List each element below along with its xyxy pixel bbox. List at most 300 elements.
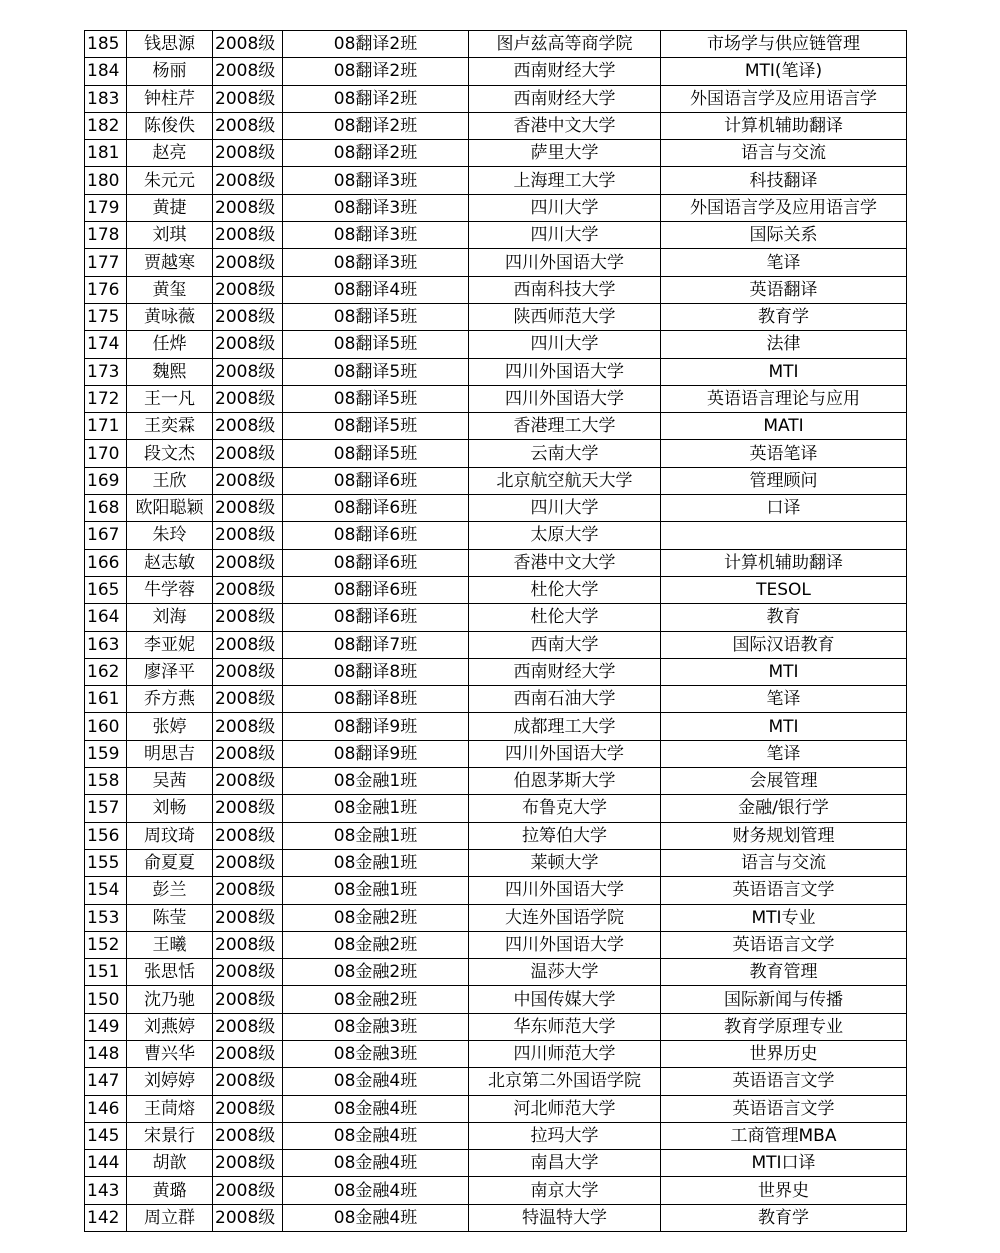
university-cell: 杜伦大学 [469, 604, 661, 631]
university-cell: 西南石油大学 [469, 686, 661, 713]
major-cell: 工商管理MBA [661, 1122, 907, 1149]
class-cell: 08金融2班 [283, 904, 469, 931]
class-cell: 08金融2班 [283, 931, 469, 958]
major-cell: 语言与交流 [661, 849, 907, 876]
table-row [85, 1013, 907, 1040]
table-row [85, 877, 907, 904]
class-cell: 08翻译5班 [283, 358, 469, 385]
row-number-cell: 149 [85, 1013, 127, 1040]
university-cell: 华东师范大学 [469, 1013, 661, 1040]
grade-cell: 2008级 [213, 194, 283, 221]
student-name-cell: 刘琪 [127, 222, 213, 249]
row-number-cell: 145 [85, 1122, 127, 1149]
row-number-cell: 156 [85, 822, 127, 849]
university-cell: 西南科技大学 [469, 276, 661, 303]
student-name-cell: 刘婷婷 [127, 1068, 213, 1095]
table-row [85, 849, 907, 876]
student-name-cell: 刘畅 [127, 795, 213, 822]
student-name-cell: 王奕霖 [127, 413, 213, 440]
table-body [85, 31, 907, 1232]
table-row [85, 1095, 907, 1122]
admissions-table [84, 30, 907, 1232]
grade-cell: 2008级 [213, 1068, 283, 1095]
class-cell: 08翻译4班 [283, 276, 469, 303]
student-name-cell: 曹兴华 [127, 1040, 213, 1067]
university-cell: 西南财经大学 [469, 658, 661, 685]
student-name-cell: 王一凡 [127, 385, 213, 412]
grade-cell: 2008级 [213, 1095, 283, 1122]
grade-cell: 2008级 [213, 986, 283, 1013]
major-cell: 科技翻译 [661, 167, 907, 194]
grade-cell: 2008级 [213, 549, 283, 576]
university-cell: 云南大学 [469, 440, 661, 467]
row-number-cell: 182 [85, 112, 127, 139]
row-number-cell: 178 [85, 222, 127, 249]
table-row [85, 904, 907, 931]
class-cell: 08翻译6班 [283, 576, 469, 603]
university-cell: 伯恩茅斯大学 [469, 768, 661, 795]
student-name-cell: 廖泽平 [127, 658, 213, 685]
table-row [85, 1122, 907, 1149]
row-number-cell: 166 [85, 549, 127, 576]
university-cell: 四川大学 [469, 194, 661, 221]
major-cell: 财务规划管理 [661, 822, 907, 849]
grade-cell: 2008级 [213, 631, 283, 658]
grade-cell: 2008级 [213, 413, 283, 440]
row-number-cell: 159 [85, 740, 127, 767]
row-number-cell: 151 [85, 959, 127, 986]
grade-cell: 2008级 [213, 467, 283, 494]
university-cell: 四川大学 [469, 495, 661, 522]
major-cell: MTI [661, 658, 907, 685]
university-cell: 陕西师范大学 [469, 303, 661, 330]
row-number-cell: 162 [85, 658, 127, 685]
grade-cell: 2008级 [213, 331, 283, 358]
grade-cell: 2008级 [213, 1150, 283, 1177]
university-cell: 萨里大学 [469, 140, 661, 167]
class-cell: 08翻译3班 [283, 167, 469, 194]
class-cell: 08金融4班 [283, 1122, 469, 1149]
student-name-cell: 彭兰 [127, 877, 213, 904]
table-row [85, 1040, 907, 1067]
table-row [85, 795, 907, 822]
grade-cell: 2008级 [213, 576, 283, 603]
student-name-cell: 黄玺 [127, 276, 213, 303]
class-cell: 08翻译2班 [283, 31, 469, 58]
major-cell: 英语笔译 [661, 440, 907, 467]
major-cell: 市场学与供应链管理 [661, 31, 907, 58]
row-number-cell: 164 [85, 604, 127, 631]
university-cell: 北京第二外国语学院 [469, 1068, 661, 1095]
row-number-cell: 173 [85, 358, 127, 385]
major-cell: MTI口译 [661, 1150, 907, 1177]
student-name-cell: 乔方燕 [127, 686, 213, 713]
table-row [85, 931, 907, 958]
table-row [85, 740, 907, 767]
grade-cell: 2008级 [213, 249, 283, 276]
major-cell: 语言与交流 [661, 140, 907, 167]
grade-cell: 2008级 [213, 522, 283, 549]
university-cell: 香港理工大学 [469, 413, 661, 440]
university-cell: 四川外国语大学 [469, 931, 661, 958]
row-number-cell: 148 [85, 1040, 127, 1067]
row-number-cell: 174 [85, 331, 127, 358]
row-number-cell: 154 [85, 877, 127, 904]
row-number-cell: 183 [85, 85, 127, 112]
row-number-cell: 171 [85, 413, 127, 440]
grade-cell: 2008级 [213, 495, 283, 522]
class-cell: 08翻译2班 [283, 58, 469, 85]
class-cell: 08金融4班 [283, 1068, 469, 1095]
table-row [85, 140, 907, 167]
table-row [85, 1177, 907, 1204]
major-cell: TESOL [661, 576, 907, 603]
grade-cell: 2008级 [213, 604, 283, 631]
row-number-cell: 179 [85, 194, 127, 221]
major-cell: MTI [661, 358, 907, 385]
student-name-cell: 吴茜 [127, 768, 213, 795]
student-name-cell: 钟柱芹 [127, 85, 213, 112]
table-row [85, 1150, 907, 1177]
university-cell: 四川外国语大学 [469, 740, 661, 767]
row-number-cell: 157 [85, 795, 127, 822]
row-number-cell: 161 [85, 686, 127, 713]
grade-cell: 2008级 [213, 768, 283, 795]
table-row [85, 167, 907, 194]
university-cell: 四川大学 [469, 222, 661, 249]
class-cell: 08翻译8班 [283, 686, 469, 713]
table-row [85, 249, 907, 276]
row-number-cell: 168 [85, 495, 127, 522]
university-cell: 上海理工大学 [469, 167, 661, 194]
table-row [85, 631, 907, 658]
student-name-cell: 贾越寒 [127, 249, 213, 276]
class-cell: 08金融4班 [283, 1150, 469, 1177]
class-cell: 08翻译5班 [283, 331, 469, 358]
student-name-cell: 段文杰 [127, 440, 213, 467]
table-row [85, 303, 907, 330]
major-cell: 笔译 [661, 249, 907, 276]
class-cell: 08金融1班 [283, 795, 469, 822]
table-row [85, 713, 907, 740]
table-row [85, 495, 907, 522]
university-cell: 拉筹伯大学 [469, 822, 661, 849]
table-row [85, 658, 907, 685]
grade-cell: 2008级 [213, 1177, 283, 1204]
class-cell: 08金融3班 [283, 1013, 469, 1040]
row-number-cell: 155 [85, 849, 127, 876]
university-cell: 西南财经大学 [469, 85, 661, 112]
class-cell: 08金融1班 [283, 768, 469, 795]
student-name-cell: 赵志敏 [127, 549, 213, 576]
university-cell: 四川外国语大学 [469, 249, 661, 276]
major-cell: 会展管理 [661, 768, 907, 795]
row-number-cell: 181 [85, 140, 127, 167]
row-number-cell: 152 [85, 931, 127, 958]
row-number-cell: 163 [85, 631, 127, 658]
major-cell: 英语语言文学 [661, 1068, 907, 1095]
university-cell: 莱顿大学 [469, 849, 661, 876]
grade-cell: 2008级 [213, 686, 283, 713]
table-row [85, 604, 907, 631]
grade-cell: 2008级 [213, 959, 283, 986]
student-name-cell: 俞夏夏 [127, 849, 213, 876]
student-name-cell: 陈俊佚 [127, 112, 213, 139]
grade-cell: 2008级 [213, 167, 283, 194]
student-name-cell: 张婷 [127, 713, 213, 740]
class-cell: 08翻译6班 [283, 495, 469, 522]
grade-cell: 2008级 [213, 658, 283, 685]
major-cell: 英语翻译 [661, 276, 907, 303]
major-cell: 教育学 [661, 303, 907, 330]
class-cell: 08金融1班 [283, 849, 469, 876]
table-row [85, 85, 907, 112]
student-name-cell: 王茼熔 [127, 1095, 213, 1122]
student-name-cell: 陈莹 [127, 904, 213, 931]
major-cell: MTI专业 [661, 904, 907, 931]
student-name-cell: 张思恬 [127, 959, 213, 986]
student-name-cell: 牛学蓉 [127, 576, 213, 603]
class-cell: 08翻译5班 [283, 440, 469, 467]
table-row [85, 549, 907, 576]
student-name-cell: 黄捷 [127, 194, 213, 221]
grade-cell: 2008级 [213, 795, 283, 822]
class-cell: 08翻译3班 [283, 249, 469, 276]
class-cell: 08翻译3班 [283, 194, 469, 221]
grade-cell: 2008级 [213, 276, 283, 303]
major-cell: MATI [661, 413, 907, 440]
row-number-cell: 165 [85, 576, 127, 603]
major-cell: 笔译 [661, 686, 907, 713]
grade-cell: 2008级 [213, 1122, 283, 1149]
student-name-cell: 赵亮 [127, 140, 213, 167]
class-cell: 08金融4班 [283, 1095, 469, 1122]
table-row [85, 385, 907, 412]
class-cell: 08翻译3班 [283, 222, 469, 249]
student-name-cell: 周玟琦 [127, 822, 213, 849]
student-name-cell: 黄咏薇 [127, 303, 213, 330]
grade-cell: 2008级 [213, 140, 283, 167]
major-cell: 法律 [661, 331, 907, 358]
table-row [85, 358, 907, 385]
row-number-cell: 153 [85, 904, 127, 931]
student-name-cell: 王曦 [127, 931, 213, 958]
grade-cell: 2008级 [213, 222, 283, 249]
grade-cell: 2008级 [213, 1204, 283, 1231]
major-cell: 世界历史 [661, 1040, 907, 1067]
major-cell: 外国语言学及应用语言学 [661, 85, 907, 112]
university-cell: 太原大学 [469, 522, 661, 549]
table-row [85, 440, 907, 467]
grade-cell: 2008级 [213, 385, 283, 412]
row-number-cell: 170 [85, 440, 127, 467]
row-number-cell: 167 [85, 522, 127, 549]
row-number-cell: 147 [85, 1068, 127, 1095]
table-row [85, 31, 907, 58]
table-row [85, 768, 907, 795]
student-name-cell: 钱思源 [127, 31, 213, 58]
grade-cell: 2008级 [213, 1040, 283, 1067]
table-row [85, 1068, 907, 1095]
student-name-cell: 明思吉 [127, 740, 213, 767]
class-cell: 08金融2班 [283, 986, 469, 1013]
major-cell: 教育学 [661, 1204, 907, 1231]
university-cell: 西南财经大学 [469, 58, 661, 85]
university-cell: 河北师范大学 [469, 1095, 661, 1122]
major-cell: 国际新闻与传播 [661, 986, 907, 1013]
major-cell: 口译 [661, 495, 907, 522]
major-cell: 金融/银行学 [661, 795, 907, 822]
university-cell: 香港中文大学 [469, 549, 661, 576]
major-cell: 英语语言文学 [661, 877, 907, 904]
university-cell: 北京航空航天大学 [469, 467, 661, 494]
class-cell: 08翻译2班 [283, 85, 469, 112]
class-cell: 08翻译5班 [283, 385, 469, 412]
student-name-cell: 杨丽 [127, 58, 213, 85]
row-number-cell: 185 [85, 31, 127, 58]
row-number-cell: 143 [85, 1177, 127, 1204]
row-number-cell: 177 [85, 249, 127, 276]
table-row [85, 576, 907, 603]
table-row [85, 58, 907, 85]
row-number-cell: 184 [85, 58, 127, 85]
row-number-cell: 175 [85, 303, 127, 330]
major-cell [661, 522, 907, 549]
major-cell: 管理顾问 [661, 467, 907, 494]
student-name-cell: 李亚妮 [127, 631, 213, 658]
row-number-cell: 142 [85, 1204, 127, 1231]
student-name-cell: 欧阳聪颖 [127, 495, 213, 522]
major-cell: 计算机辅助翻译 [661, 112, 907, 139]
class-cell: 08翻译6班 [283, 549, 469, 576]
row-number-cell: 176 [85, 276, 127, 303]
major-cell: 教育管理 [661, 959, 907, 986]
university-cell: 香港中文大学 [469, 112, 661, 139]
student-name-cell: 胡歆 [127, 1150, 213, 1177]
grade-cell: 2008级 [213, 440, 283, 467]
student-name-cell: 沈乃驰 [127, 986, 213, 1013]
row-number-cell: 172 [85, 385, 127, 412]
grade-cell: 2008级 [213, 112, 283, 139]
university-cell: 四川师范大学 [469, 1040, 661, 1067]
class-cell: 08金融1班 [283, 822, 469, 849]
grade-cell: 2008级 [213, 58, 283, 85]
major-cell: MTI(笔译) [661, 58, 907, 85]
row-number-cell: 144 [85, 1150, 127, 1177]
student-name-cell: 朱玲 [127, 522, 213, 549]
university-cell: 四川外国语大学 [469, 385, 661, 412]
row-number-cell: 150 [85, 986, 127, 1013]
row-number-cell: 146 [85, 1095, 127, 1122]
university-cell: 四川大学 [469, 331, 661, 358]
class-cell: 08金融3班 [283, 1040, 469, 1067]
grade-cell: 2008级 [213, 1013, 283, 1040]
table-row [85, 331, 907, 358]
grade-cell: 2008级 [213, 931, 283, 958]
table-row [85, 1204, 907, 1231]
student-name-cell: 魏熙 [127, 358, 213, 385]
class-cell: 08翻译6班 [283, 604, 469, 631]
major-cell: 教育学原理专业 [661, 1013, 907, 1040]
student-name-cell: 王欣 [127, 467, 213, 494]
class-cell: 08金融4班 [283, 1204, 469, 1231]
class-cell: 08翻译5班 [283, 413, 469, 440]
university-cell: 南京大学 [469, 1177, 661, 1204]
grade-cell: 2008级 [213, 877, 283, 904]
class-cell: 08金融2班 [283, 959, 469, 986]
grade-cell: 2008级 [213, 713, 283, 740]
class-cell: 08翻译7班 [283, 631, 469, 658]
row-number-cell: 160 [85, 713, 127, 740]
class-cell: 08翻译2班 [283, 112, 469, 139]
class-cell: 08翻译8班 [283, 658, 469, 685]
grade-cell: 2008级 [213, 904, 283, 931]
major-cell: 计算机辅助翻译 [661, 549, 907, 576]
university-cell: 图卢兹高等商学院 [469, 31, 661, 58]
table-row [85, 822, 907, 849]
student-name-cell: 朱元元 [127, 167, 213, 194]
student-name-cell: 宋景行 [127, 1122, 213, 1149]
table-row [85, 467, 907, 494]
major-cell: MTI [661, 713, 907, 740]
university-cell: 布鲁克大学 [469, 795, 661, 822]
major-cell: 笔译 [661, 740, 907, 767]
major-cell: 英语语言理论与应用 [661, 385, 907, 412]
university-cell: 四川外国语大学 [469, 877, 661, 904]
row-number-cell: 158 [85, 768, 127, 795]
table-row [85, 986, 907, 1013]
class-cell: 08翻译6班 [283, 522, 469, 549]
row-number-cell: 169 [85, 467, 127, 494]
university-cell: 成都理工大学 [469, 713, 661, 740]
table-row [85, 959, 907, 986]
student-name-cell: 黄璐 [127, 1177, 213, 1204]
major-cell: 国际关系 [661, 222, 907, 249]
university-cell: 南昌大学 [469, 1150, 661, 1177]
table-row [85, 112, 907, 139]
table-row [85, 276, 907, 303]
class-cell: 08翻译6班 [283, 467, 469, 494]
student-name-cell: 任烨 [127, 331, 213, 358]
student-name-cell: 刘燕婷 [127, 1013, 213, 1040]
table-row [85, 686, 907, 713]
grade-cell: 2008级 [213, 740, 283, 767]
table-row [85, 413, 907, 440]
university-cell: 西南大学 [469, 631, 661, 658]
grade-cell: 2008级 [213, 849, 283, 876]
class-cell: 08翻译9班 [283, 713, 469, 740]
class-cell: 08翻译2班 [283, 140, 469, 167]
university-cell: 温莎大学 [469, 959, 661, 986]
student-name-cell: 刘海 [127, 604, 213, 631]
grade-cell: 2008级 [213, 31, 283, 58]
university-cell: 特温特大学 [469, 1204, 661, 1231]
class-cell: 08翻译5班 [283, 303, 469, 330]
university-cell: 中国传媒大学 [469, 986, 661, 1013]
major-cell: 国际汉语教育 [661, 631, 907, 658]
grade-cell: 2008级 [213, 822, 283, 849]
grade-cell: 2008级 [213, 303, 283, 330]
university-cell: 四川外国语大学 [469, 358, 661, 385]
grade-cell: 2008级 [213, 85, 283, 112]
student-name-cell: 周立群 [127, 1204, 213, 1231]
major-cell: 世界史 [661, 1177, 907, 1204]
university-cell: 拉玛大学 [469, 1122, 661, 1149]
class-cell: 08金融4班 [283, 1177, 469, 1204]
major-cell: 教育 [661, 604, 907, 631]
university-cell: 大连外国语学院 [469, 904, 661, 931]
grade-cell: 2008级 [213, 358, 283, 385]
